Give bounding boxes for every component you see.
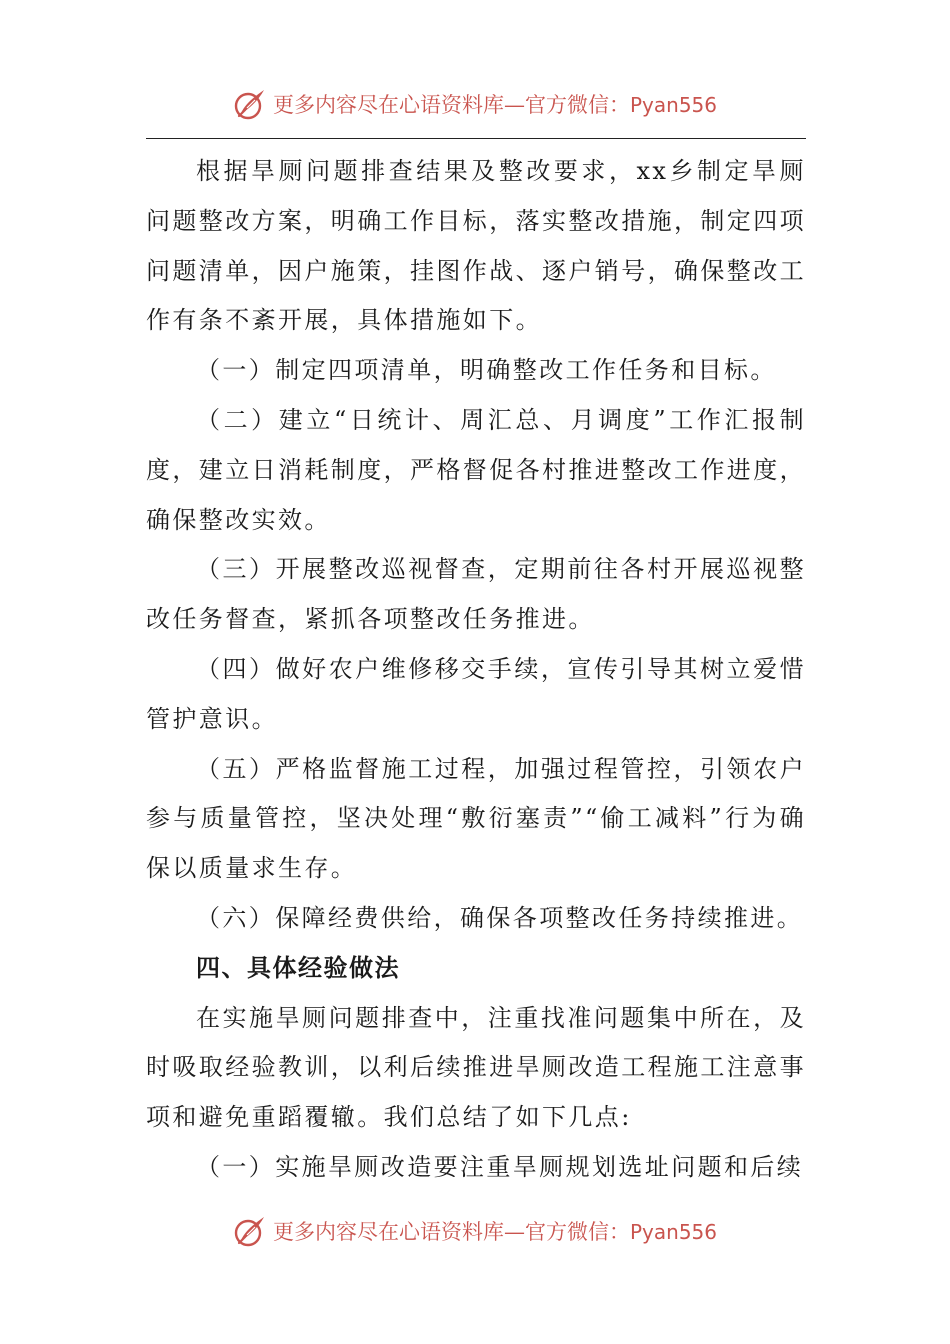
paragraph-item-1: （一）制定四项清单，明确整改工作任务和目标。 bbox=[196, 356, 777, 385]
header-watermark-inner bbox=[233, 87, 717, 121]
paragraph-item-5: （五）严格监督施工过程，加强过程管控，引领农户参与质量管控，坚决处理“敷衍塞责”“偷工减料”行为确保以质量求生存。 bbox=[146, 754, 806, 883]
footer-watermark-banner bbox=[0, 1211, 950, 1251]
document-body bbox=[146, 147, 806, 1193]
paragraph-item-3: （三）开展整改巡视督查，定期前往各村开展巡视整改任务督查，紧抓各项整改任务推进。 bbox=[146, 555, 806, 634]
footer-watermark-inner bbox=[233, 1214, 717, 1248]
paragraph-intro: 根据旱厕问题排查结果及整改要求，xx乡制定旱厕问题整改方案，明确工作目标，落实整改措施，制定四项问题清单，因户施策，挂图作战、逐户销号，确保整改工作有条不紊开展，具体措施如下。 bbox=[146, 157, 806, 335]
footer-watermark-text bbox=[273, 1216, 717, 1246]
header-divider bbox=[146, 138, 806, 139]
header-watermark-cn: 更多内容尽在心语资料库—官方微信： bbox=[272, 93, 630, 117]
footer-watermark-wechat-id: Pyan556 bbox=[629, 1220, 717, 1244]
paragraph-item-6: （六）保障经费供给，确保各项整改任务持续推进。 bbox=[196, 903, 804, 932]
header-watermark-wechat-id: Pyan556 bbox=[629, 93, 717, 117]
section-heading-4: 四、具体经验做法 bbox=[196, 953, 400, 982]
paragraph-item-4: （四）做好农户维修移交手续，宣传引导其树立爱惜管护意识。 bbox=[146, 654, 806, 733]
header-watermark-text bbox=[273, 89, 717, 119]
paragraph-experience-item-1: （一）实施旱厕改造要注重旱厕规划选址问题和后续 bbox=[196, 1152, 804, 1181]
header-watermark-banner bbox=[0, 84, 950, 124]
quill-logo-icon bbox=[233, 1214, 267, 1248]
paragraph-experience-intro: 在实施旱厕问题排查中，注重找准问题集中所在，及时吸取经验教训，以利后续推进旱厕改造工程施工注意事项和避免重蹈覆辙。我们总结了如下几点: bbox=[146, 1003, 806, 1132]
quill-logo-icon bbox=[233, 87, 267, 121]
footer-watermark-cn: 更多内容尽在心语资料库—官方微信： bbox=[272, 1220, 630, 1244]
paragraph-item-2: （二）建立“日统计、周汇总、月调度”工作汇报制度，建立日消耗制度，严格督促各村推进整改工作进度，确保整改实效。 bbox=[146, 405, 806, 534]
